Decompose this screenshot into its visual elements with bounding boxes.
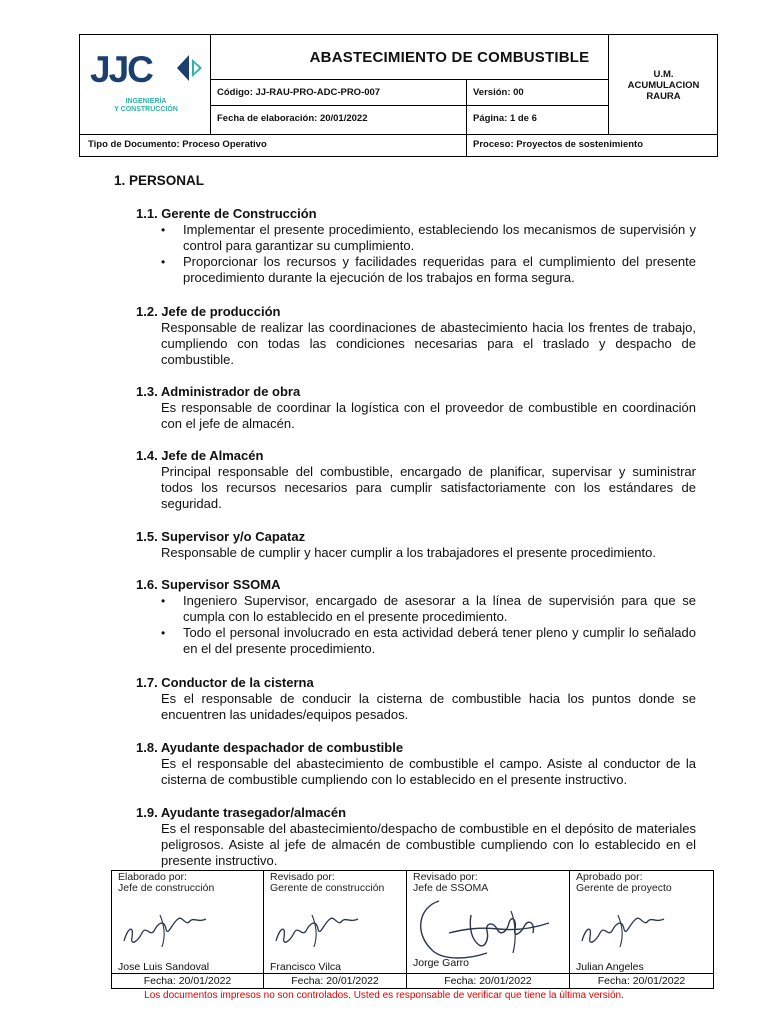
process-name: Proceso: Proyectos de sostenimiento	[473, 139, 643, 150]
signature-role	[118, 872, 214, 894]
signature-role	[270, 872, 384, 894]
signature-role	[413, 872, 488, 894]
handwritten-signature	[272, 907, 364, 951]
document-title: ABASTECIMIENTO DE COMBUSTIBLE	[309, 48, 590, 66]
signer-name: Julian Angeles	[576, 961, 644, 973]
subsection-text: Es el responsable del abastecimiento/despacho de combustible en el depósito de materiales peligrosos. Asiste al jefe de almacén de combustible cumpliendo con lo establecido en el presente instructivo.	[161, 821, 696, 868]
signature-position: Gerente de construcción	[270, 882, 385, 894]
list-item-text: Implementar el presente procedimiento, estableciendo los mecanismos de supervisión y control para garantizar su cumplimiento.	[183, 222, 696, 253]
mining-unit-line: U.M.	[653, 69, 674, 80]
bullet-icon: •	[161, 626, 166, 640]
signature-block-revisado-construccion	[264, 871, 406, 988]
subsection-supervisor-ssoma	[136, 577, 696, 657]
handwritten-signature	[409, 893, 559, 965]
handwritten-signature	[578, 907, 670, 951]
signature-position: Gerente de proyecto	[576, 882, 672, 894]
subsection-administrador-obra	[136, 384, 696, 432]
list-item-text: Proporcionar los recursos y facilidades requeridas para el cumplimiento del presente procedimiento durante la ejecución de los trabajos en forma segura.	[183, 254, 696, 285]
divider	[210, 105, 608, 106]
subsection-heading: 1.2. Jefe de producción	[136, 304, 281, 319]
logo-arrow-icon	[175, 53, 205, 83]
logo-subtitle	[90, 98, 202, 114]
subsection-heading: 1.7. Conductor de la cisterna	[136, 675, 314, 690]
list-item	[161, 593, 696, 625]
signature-block-revisado-ssoma	[407, 871, 569, 988]
signature-date: Fecha: 20/01/2022	[143, 975, 232, 987]
divider	[210, 79, 608, 80]
signature-label: Revisado por:	[413, 871, 478, 883]
subsection-heading: 1.3. Administrador de obra	[136, 384, 301, 399]
subsection-supervisor-capataz	[136, 529, 696, 561]
subsection-heading: 1.4. Jefe de Almacén	[136, 448, 264, 463]
subsection-ayudante-trasegador	[136, 805, 696, 869]
signature-date: Fecha: 20/01/2022	[291, 975, 379, 987]
document-version: Versión: 00	[473, 87, 524, 98]
logo-subtitle-line: Y CONSTRUCCIÓN	[114, 106, 178, 113]
subsection-ayudante-despachador	[136, 740, 696, 788]
signer-name: Jorge Garro	[413, 957, 470, 969]
bullet-list	[136, 593, 696, 657]
signature-label: Elaborado por:	[118, 871, 187, 883]
mining-unit-line: RAURA	[646, 91, 681, 102]
divider	[466, 79, 467, 157]
list-item-text: Ingeniero Supervisor, encargado de asesorar a la línea de supervisión para que se cumpla con lo establecido en el presente procedimiento.	[183, 593, 696, 624]
handwritten-signature	[120, 907, 212, 951]
list-item	[161, 254, 696, 286]
uncontrolled-copy-notice: Los documentos impresos no son controlados. Usted es responsable de verificar que tiene la última versión.	[144, 990, 624, 1001]
subsection-text: Responsable de cumplir y hacer cumplir a los trabajadores el presente procedimiento.	[161, 545, 656, 560]
signature-position: Jefe de construcción	[118, 882, 215, 894]
bullet-icon: •	[161, 223, 166, 237]
bullet-icon: •	[161, 594, 166, 608]
signature-label: Revisado por:	[270, 871, 335, 883]
signature-block-elaborado	[112, 871, 263, 988]
subsection-heading: 1.9. Ayudante trasegador/almacén	[136, 805, 347, 820]
subsection-text: Es el responsable del abastecimiento de combustible el campo. Asiste al conductor de la cisterna de combustible cumpliendo con lo establecido en el presente instructivo.	[161, 756, 696, 787]
document-type: Tipo de Documento: Proceso Operativo	[88, 139, 267, 150]
signer-name: Francisco Vilca	[270, 961, 341, 973]
subsection-heading: 1.6. Supervisor SSOMA	[136, 577, 281, 592]
document-header	[79, 34, 718, 157]
signature-table	[111, 870, 714, 989]
signature-role	[576, 872, 672, 894]
subsection-heading: 1.8. Ayudante despachador de combustible	[136, 740, 404, 755]
document-code: Código: JJ-RAU-PRO-ADC-PRO-007	[217, 87, 381, 98]
subsection-jefe-produccion	[136, 304, 696, 368]
signature-date: Fecha: 20/01/2022	[597, 975, 686, 987]
signature-position: Jefe de SSOMA	[413, 882, 489, 894]
subsection-heading: 1.1. Gerente de Construcción	[136, 206, 317, 221]
subsection-conductor-cisterna	[136, 675, 696, 723]
signer-name: Jose Luis Sandoval	[118, 961, 210, 973]
page-number: Página: 1 de 6	[473, 113, 537, 124]
list-item	[161, 222, 696, 254]
subsection-text: Es responsable de coordinar la logística con el proveedor de combustible en coordinación con el jefe de almacén.	[161, 400, 696, 431]
subsection-gerente-construccion	[136, 206, 696, 286]
creation-date: Fecha de elaboración: 20/01/2022	[217, 113, 368, 124]
subsection-text: Principal responsable del combustible, encargado de planificar, supervisar y suministrar todos los recursos necesarios para cumplir satisfactoriamente con los estándares de seguridad.	[161, 464, 696, 511]
mining-unit	[609, 69, 718, 102]
subsection-jefe-almacen	[136, 448, 696, 512]
section-title: 1. PERSONAL	[114, 173, 205, 188]
mining-unit-line: ACUMULACION	[627, 80, 700, 91]
subsection-text: Responsable de realizar las coordinaciones de abastecimiento hacia los frentes de trabajo, cumpliendo con todas las condiciones necesarias para el traslado y despacho de combustible.	[161, 320, 696, 367]
subsection-heading: 1.5. Supervisor y/o Capataz	[136, 529, 306, 544]
signature-label: Aprobado por:	[576, 871, 643, 883]
list-item-text: Todo el personal involucrado en esta actividad deberá tener pleno y cumplir lo señalado en el del presente procedimiento.	[183, 625, 696, 656]
signature-block-aprobado	[570, 871, 713, 988]
subsection-text: Es el responsable de conducir la cisterna de combustible hacia los puntos donde se encuentren las unidades/equipos pesados.	[161, 691, 696, 722]
bullet-list	[136, 222, 696, 286]
logo-wordmark: JJC	[90, 49, 152, 90]
list-item	[161, 625, 696, 657]
logo-subtitle-line: INGENIERÍA	[125, 98, 167, 105]
bullet-icon: •	[161, 255, 166, 269]
company-logo	[80, 35, 210, 135]
signature-date: Fecha: 20/01/2022	[444, 975, 532, 987]
